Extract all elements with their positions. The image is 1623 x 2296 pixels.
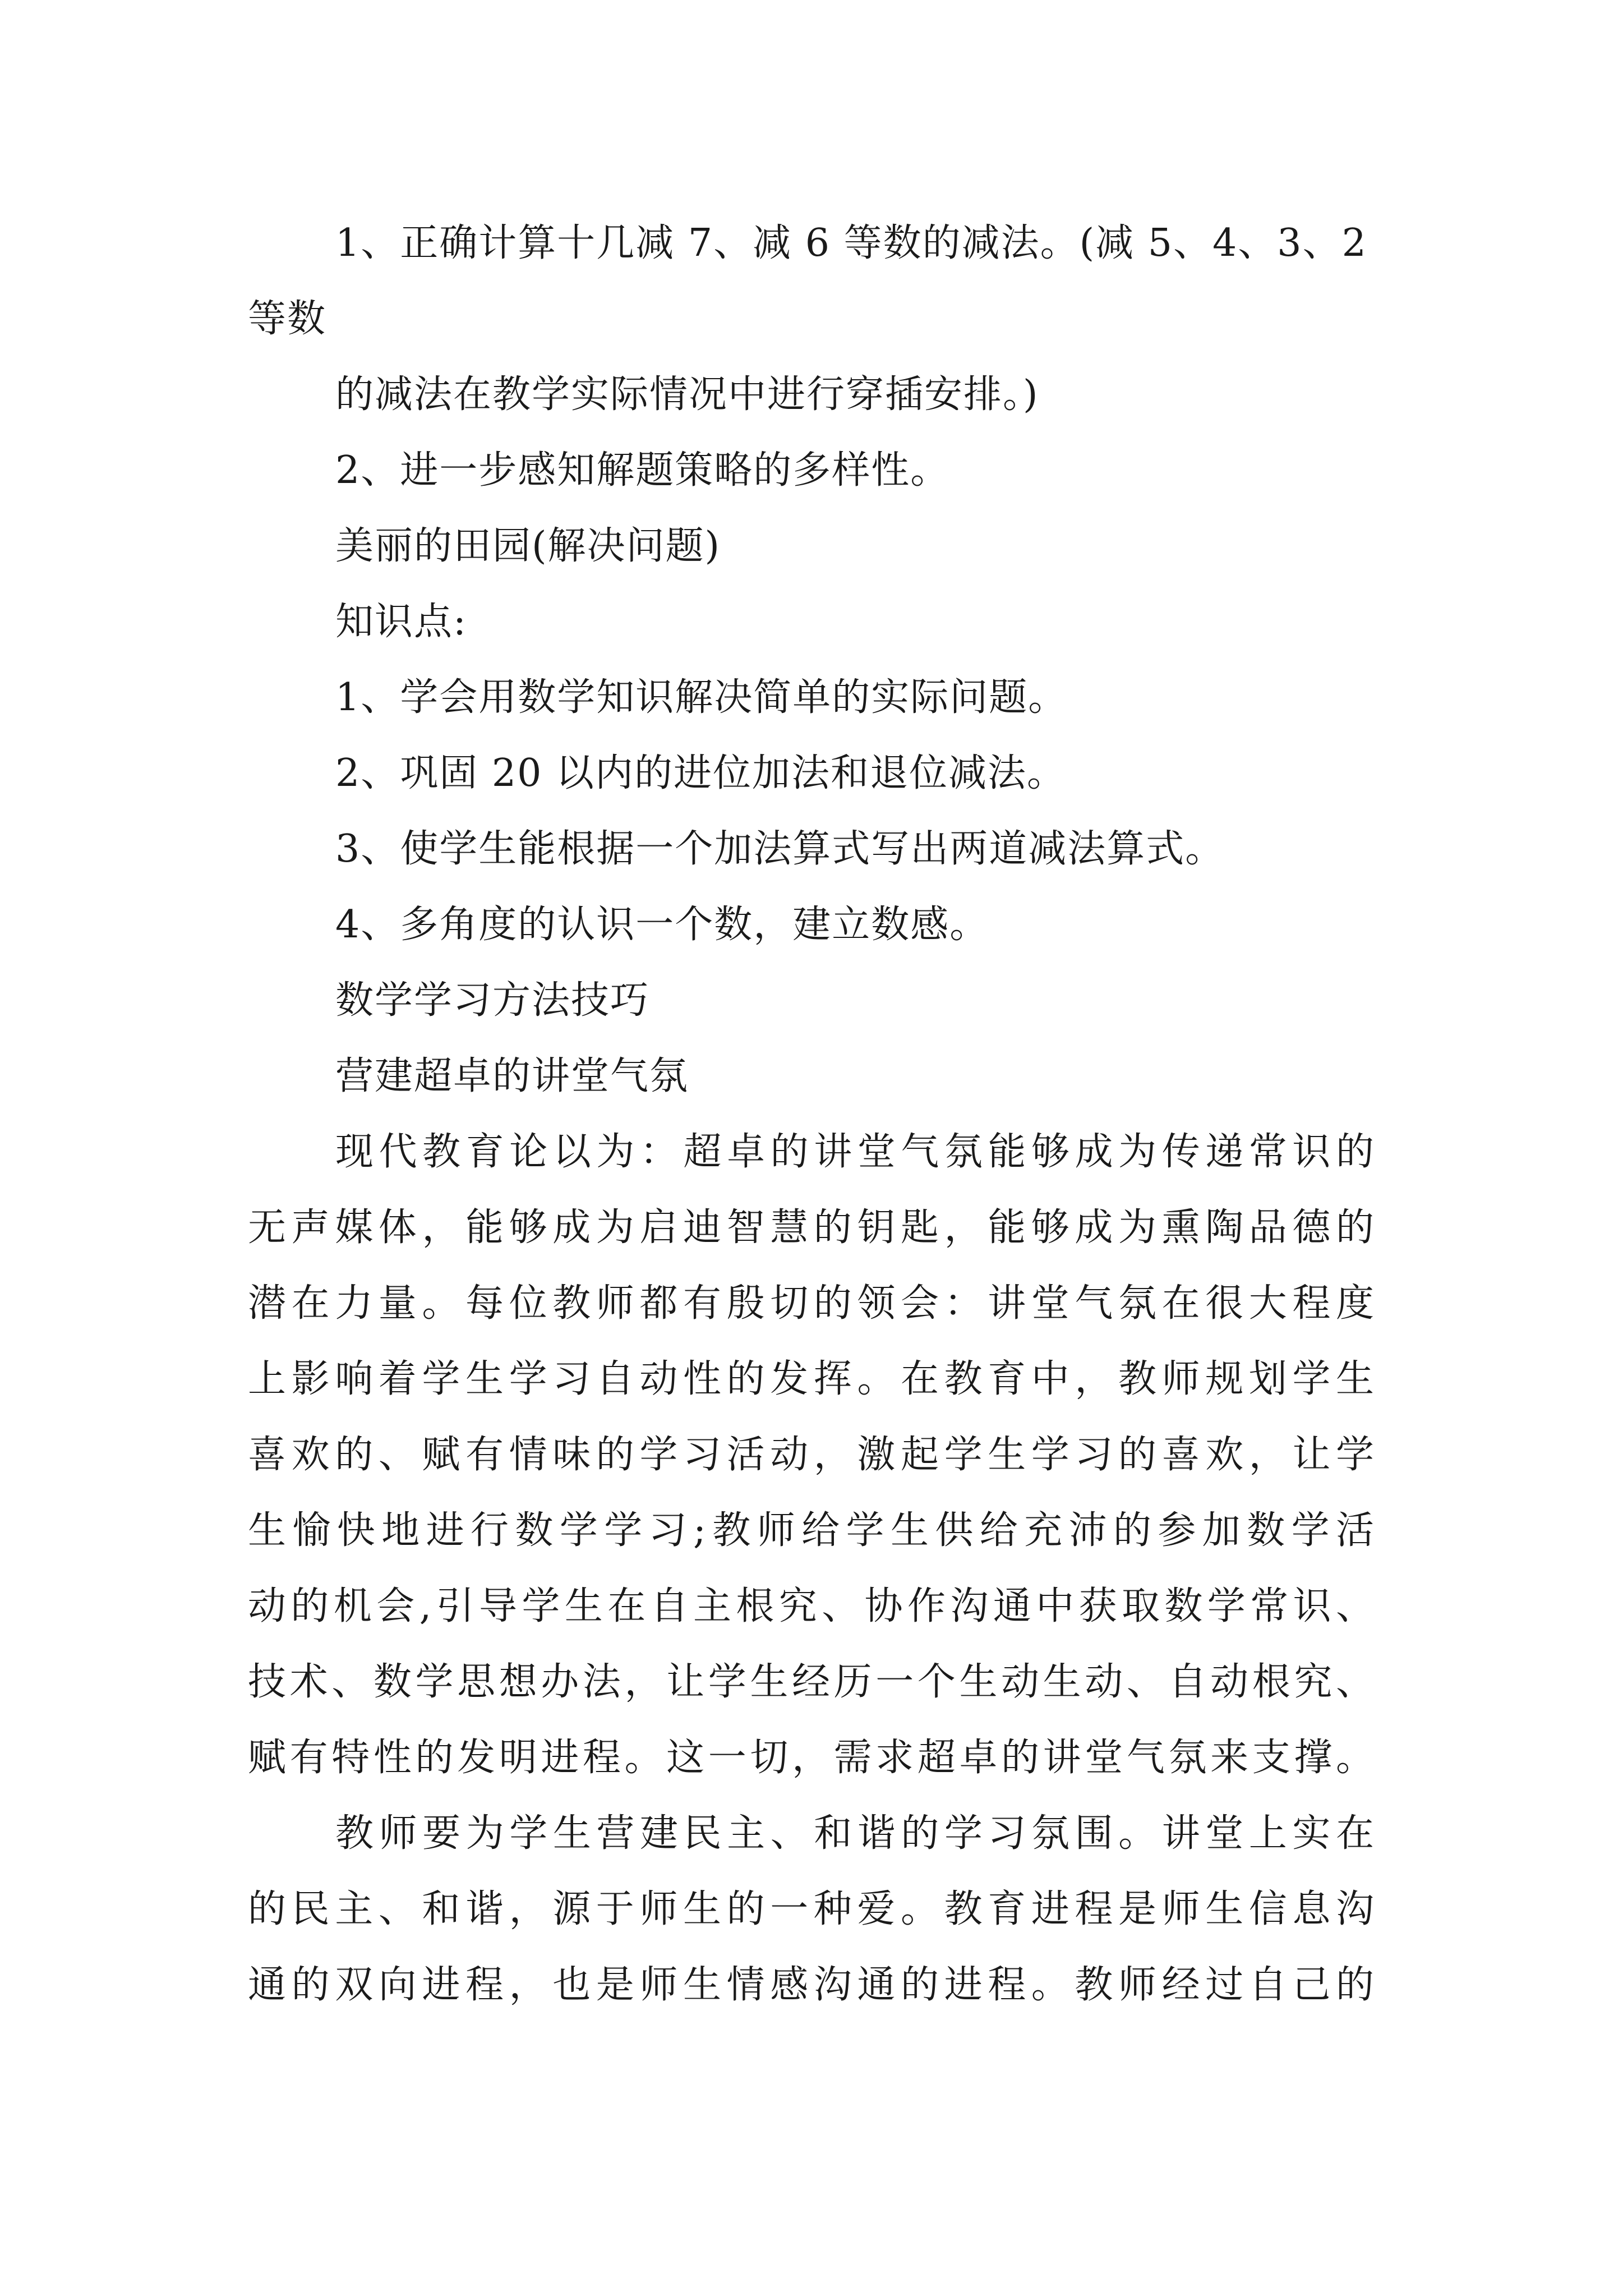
text-line: 2、巩固 20 以内的进位加法和退位减法。 bbox=[335, 751, 1067, 795]
paragraph-line: 生愉快地进行数学学习;教师给学生供给充沛的参加数学活 bbox=[248, 1508, 1375, 1553]
paragraph-line: 赋有特性的发明进程。这一切，需求超卓的讲堂气氛来支撑。 bbox=[248, 1736, 1375, 1780]
paragraph-line: 喜欢的、赋有情味的学习活动，激起学生学习的喜欢，让学 bbox=[248, 1433, 1375, 1477]
paragraph-line: 的民主、和谐，源于师生的一种爱。教育进程是师生信息沟 bbox=[248, 1887, 1375, 1931]
text-line: 1、正确计算十几减 7、减 6 等数的减法。(减 5、4、3、2 bbox=[335, 221, 1367, 265]
text-line: 2、进一步感知解题策略的多样性。 bbox=[335, 448, 950, 493]
text-line: 1、学会用数学知识解决简单的实际问题。 bbox=[335, 675, 1068, 720]
paragraph-line: 技术、数学思想办法，让学生经历一个生动生动、自动根究、 bbox=[248, 1660, 1375, 1704]
paragraph-line: 无声媒体，能够成为启迪智慧的钥匙，能够成为熏陶品德的 bbox=[248, 1205, 1375, 1250]
section-heading: 美丽的田园(解决问题) bbox=[335, 524, 721, 568]
text-line: 3、使学生能根据一个加法算式写出两道减法算式。 bbox=[335, 827, 1225, 871]
section-heading: 数学学习方法技巧 bbox=[335, 978, 650, 1023]
paragraph-line: 潜在力量。每位教师都有殷切的领会：讲堂气氛在很大程度 bbox=[248, 1281, 1375, 1326]
paragraph-line: 现代教育论以为：超卓的讲堂气氛能够成为传递常识的 bbox=[335, 1130, 1375, 1174]
text-line: 等数 bbox=[248, 297, 327, 341]
paragraph-line: 动的机会,引导学生在自主根究、协作沟通中获取数学常识、 bbox=[248, 1584, 1375, 1628]
text-line: 4、多角度的认识一个数，建立数感。 bbox=[335, 903, 989, 947]
paragraph-line: 通的双向进程，也是师生情感沟通的进程。教师经过自己的 bbox=[248, 1963, 1375, 2007]
section-heading: 营建超卓的讲堂气氛 bbox=[335, 1054, 689, 1098]
paragraph-line: 上影响着学生学习自动性的发挥。在教育中，教师规划学生 bbox=[248, 1357, 1375, 1401]
text-line: 的减法在教学实际情况中进行穿插安排。) bbox=[335, 372, 1039, 417]
text-line: 知识点: bbox=[335, 600, 467, 644]
paragraph-line: 教师要为学生营建民主、和谐的学习氛围。讲堂上实在 bbox=[335, 1811, 1375, 1856]
